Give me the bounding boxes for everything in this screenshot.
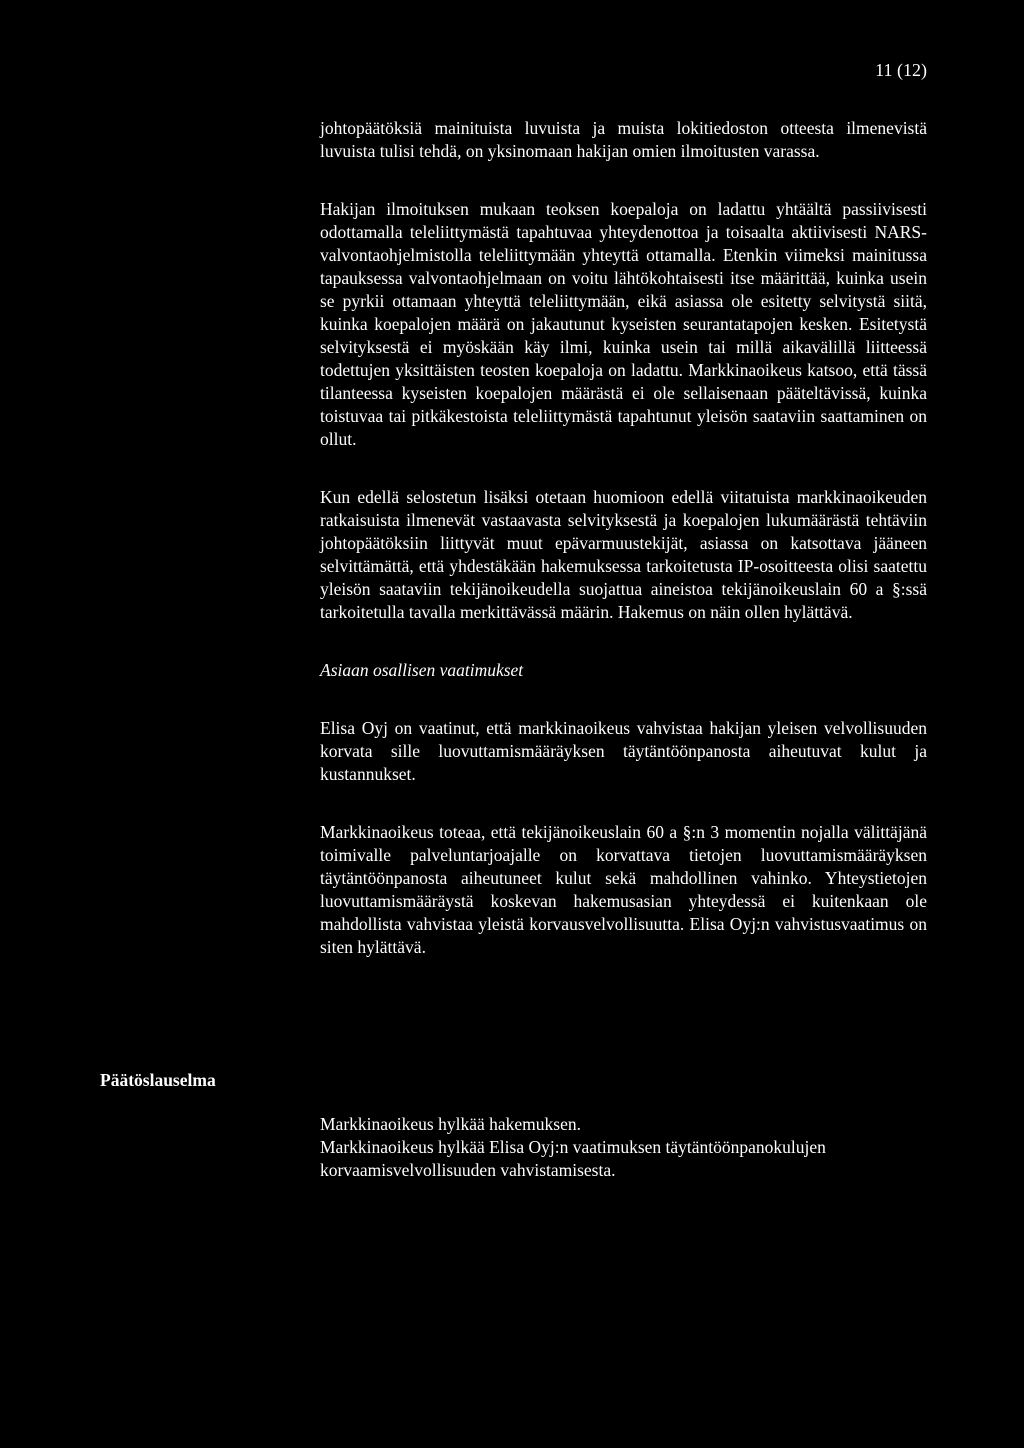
paragraph-conclusion: Kun edellä selostetun lisäksi otetaan huomioon edellä viitatuista markkinaoikeuden ratkaisuista ilmenevät vastaavasta selvityksestä ja koepalojen lukumäärästä tehtäviin johtopäätöksiin liittyvät muut epävarmuustekijät, asiassa on katsottava jääneen selvittämättä, että yhdestäkään hakemuksessa tarkoitetusta IP-osoitteesta olisi saatettu yleisön saataviin tekijänoikeudella suojattua aineistoa tekijänoikeuslain 60 a §:ssä tarkoitetulla tavalla merkittävässä määrin. Hakemus on näin ollen hylättävä.: [320, 487, 927, 622]
section-heading-claims: Asiaan osallisen vaatimukset: [320, 660, 524, 680]
decision-block: [320, 1113, 927, 1182]
decision-line-1: Markkinaoikeus hylkää hakemuksen.: [320, 1114, 581, 1134]
page-number: 11 (12): [875, 60, 927, 80]
paragraph-continuation: johtopäätöksiä mainituista luvuista ja muista lokitiedoston otteesta ilmenevistä luvuista tulisi tehdä, on yksinomaan hakijan omien ilmoitusten varassa.: [320, 118, 927, 161]
decision-side-heading: Päätöslauselma: [100, 1070, 216, 1090]
paragraph-court-finding: Markkinaoikeus toteaa, että tekijänoikeuslain 60 a §:n 3 momentin nojalla välittäjänä toimivalle palveluntarjoajalle on korvattava tietojen luovuttamismääräyksen täytäntöönpanosta aiheutuneet kulut sekä mahdollinen vahinko. Yhteystietojen luovuttamismääräystä koskevan hakemusasian yhteydessä ei kuitenkaan ole mahdollista vahvistaa yleistä korvausvelvollisuutta. Elisa Oyj:n vahvistusvaatimus on siten hylättävä.: [320, 822, 927, 957]
paragraph-elisa-claim: Elisa Oyj on vaatinut, että markkinaoikeus vahvistaa hakijan yleisen velvollisuuden korvata sille luovuttamismääräyksen täytäntöönpanosta aiheutuvat kulut ja kustannukset.: [320, 718, 927, 784]
decision-line-2: Markkinaoikeus hylkää Elisa Oyj:n vaatimuksen täytäntöönpanokulujen korvaamisvelvollisuuden vahvistamisesta.: [320, 1137, 826, 1180]
paragraph-download-methods: Hakijan ilmoituksen mukaan teoksen koepaloja on ladattu yhtäältä passiivisesti odottamalla teleliittymästä tapahtuvaa yhteydenottoa ja toisaalta aktiivisesti NARS-valvontaohjelmistolla teleliittymään yhteyttä ottamalla. Etenkin viimeksi mainitussa tapauksessa valvontaohjelmaan on voitu lähtökohtaisesti itse määrittää, kuinka usein se pyrkii ottamaan yhteyttä teleliittymään, eikä asiassa ole esitetty selvitystä siitä, kuinka koepalojen määrä on jakautunut kyseisten seurantatapojen kesken. Esitetystä selvityksestä ei myöskään käy ilmi, kuinka usein tai millä aikavälillä liitteessä todettujen yksittäisten teosten koepaloja on ladattu. Markkinaoikeus katsoo, että tässä tilanteessa kyseisten koepalojen määrästä ei ole sellaisenaan pääteltävissä, kuinka toistuvaa tai pitkäkestoista teleliittymästä tapahtunut yleisön saataviin saattaminen on ollut.: [320, 199, 927, 449]
document-body: [320, 117, 927, 959]
